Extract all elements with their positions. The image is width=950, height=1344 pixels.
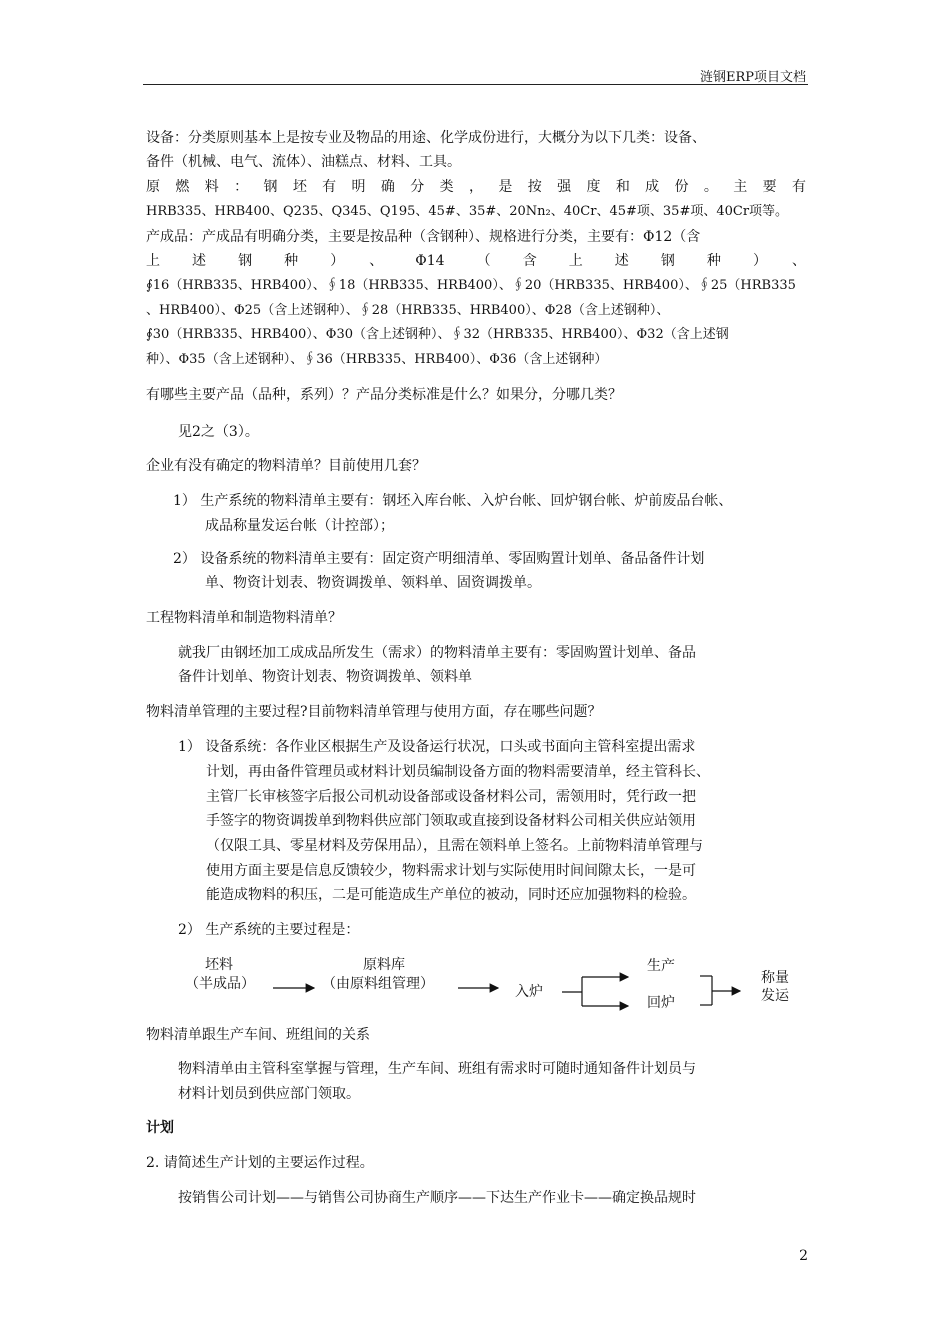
- p3-line3: ∮16（HRB335、HRB400）、∮18（HRB335、HRB400）、∮20（HRB335、HRB400）、∮25（HRB335: [146, 278, 796, 293]
- flow-raw-store: 原料库: [363, 957, 405, 973]
- merge-arrows: [700, 970, 760, 1020]
- section-title-plan: 计划: [146, 1120, 174, 1136]
- p1-line1: 设备：分类原则基本上是按专业及物品的用途、化学成份进行，大概分为以下几类：设备、: [146, 130, 706, 146]
- p3-line4: 、HRB400）、Φ25（含上述钢种）、∮28（HRB335、HRB400）、Φ28（含上述钢种）、: [146, 303, 670, 318]
- p3-line6: 种）、Φ35（含上述钢种）、∮36（HRB335、HRB400）、Φ36（含上述钢种）: [146, 352, 608, 367]
- p3-line5: ∮30（HRB335、HRB400）、Φ30（含上述钢种）、∮32（HRB335、HRB400）、Φ32（含上述钢: [146, 327, 729, 342]
- answer-bom-2-line1: 2） 设备系统的物料清单主要有：固定资产明细清单、零固购置计划单、备品备件计划: [173, 551, 705, 567]
- p2-line2: HRB335、HRB400、Q235、Q345、Q195、45#、35#、20Nn₂、40Cr、45#项、35#项、40Cr项等。: [146, 204, 789, 219]
- flow-billet: 坯料: [205, 957, 233, 973]
- page-header: [143, 60, 808, 85]
- p1-line2: 备件（机械、电气、流体）、油糕点、材料、工具。: [146, 154, 461, 170]
- flow-production: 生产: [647, 958, 675, 974]
- answer-process-1-line2: 计划，再由备件管理员或材料计划员编制设备方面的物料需要清单，经主管科长、: [206, 764, 710, 780]
- question-products: 有哪些主要产品（品种，系列）？产品分类标准是什么？如果分，分哪几类？: [146, 387, 622, 403]
- answer-relation-line2: 材料计划员到供应部门领取。: [178, 1086, 360, 1102]
- answer-bom-1-line1: 1） 生产系统的物料清单主要有：钢坯入库台帐、入炉台帐、回炉钢台帐、炉前废品台帐、: [173, 493, 733, 509]
- question-bom: 企业有没有确定的物料清单？目前使用几套？: [146, 458, 426, 474]
- p3-line2: 上述钢种）、Φ14（含上述钢种）、: [146, 253, 806, 269]
- answer-plan-line1: 按销售公司计划——与销售公司协商生产顺序——下达生产作业卡——确定换品规时: [178, 1190, 696, 1206]
- flow-billet-sub: （半成品）: [185, 976, 255, 992]
- page-number: 2: [799, 1248, 808, 1264]
- question-workshop-relation: 物料清单跟生产车间、班组间的关系: [146, 1027, 370, 1043]
- answer-process-1-line6: 使用方面主要是信息反馈较少，物料需求计划与实际使用时间间隙太长，一是可: [206, 863, 696, 879]
- answer-process-1-line5: （仅限工具、零星材料及劳保用品），且需在领料单上签名。上前物料清单管理与: [206, 838, 703, 854]
- header-doc-title: 涟钢ERP项目文档: [699, 70, 806, 85]
- answer-bom-2-line2: 单、物资计划表、物资调拨单、领料单、固资调拨单。: [205, 575, 541, 591]
- flow-furnace-in: 入炉: [515, 984, 543, 1000]
- answer-process-1-line4: 手签字的物资调拨单到物料供应部门领取或直接到设备材料公司相关供应站领用: [206, 813, 696, 829]
- answer-process-2: 2） 生产系统的主要过程是：: [178, 922, 360, 938]
- flow-ship: 发运: [761, 988, 789, 1004]
- p3-line1: 产成品：产成品有明确分类，主要是按品种（含钢种）、规格进行分类，主要有：Φ12（含: [146, 229, 701, 245]
- flow-weigh: 称量: [761, 970, 789, 986]
- answer-process-1-line3: 主管厂长审核签字后报公司机动设备部或设备材料公司，需领用时，凭行政一把: [206, 789, 696, 805]
- answer-bom-1-line2: 成品称量发运台帐（计控部）；: [205, 518, 394, 534]
- flow-return-furnace: 回炉: [647, 995, 675, 1011]
- answer-products: 见2之（3）。: [178, 424, 259, 440]
- answer-process-1-line1: 1） 设备系统：各作业区根据生产及设备运行状况，口头或书面向主管科室提出需求: [178, 739, 696, 755]
- answer-process-1-line7: 能造成物料的积压，二是可能造成生产单位的被动，同时还应加强物料的检验。: [206, 887, 696, 903]
- answer-relation-line1: 物料清单由主管科室掌握与管理，生产车间、班组有需求时可随时通知备件计划员与: [178, 1061, 696, 1077]
- answer-ebom-line2: 备件计划单、物资计划表、物资调拨单、领料单: [178, 669, 472, 685]
- question-bom-process: 物料清单管理的主要过程?目前物料清单管理与使用方面，存在哪些问题？: [146, 704, 602, 720]
- p2-line1: 原燃料：钢坯有明确分类，是按强度和成份。主要有: [146, 179, 806, 195]
- question-ebom-mbom: 工程物料清单和制造物料清单？: [146, 610, 342, 626]
- flow-raw-store-sub: （由原料组管理）: [322, 976, 434, 992]
- answer-ebom-line1: 就我厂由钢坯加工成成品所发生（需求）的物料清单主要有：零固购置计划单、备品: [178, 645, 696, 661]
- question-plan-process: 2. 请简述生产计划的主要运作过程。: [146, 1155, 374, 1171]
